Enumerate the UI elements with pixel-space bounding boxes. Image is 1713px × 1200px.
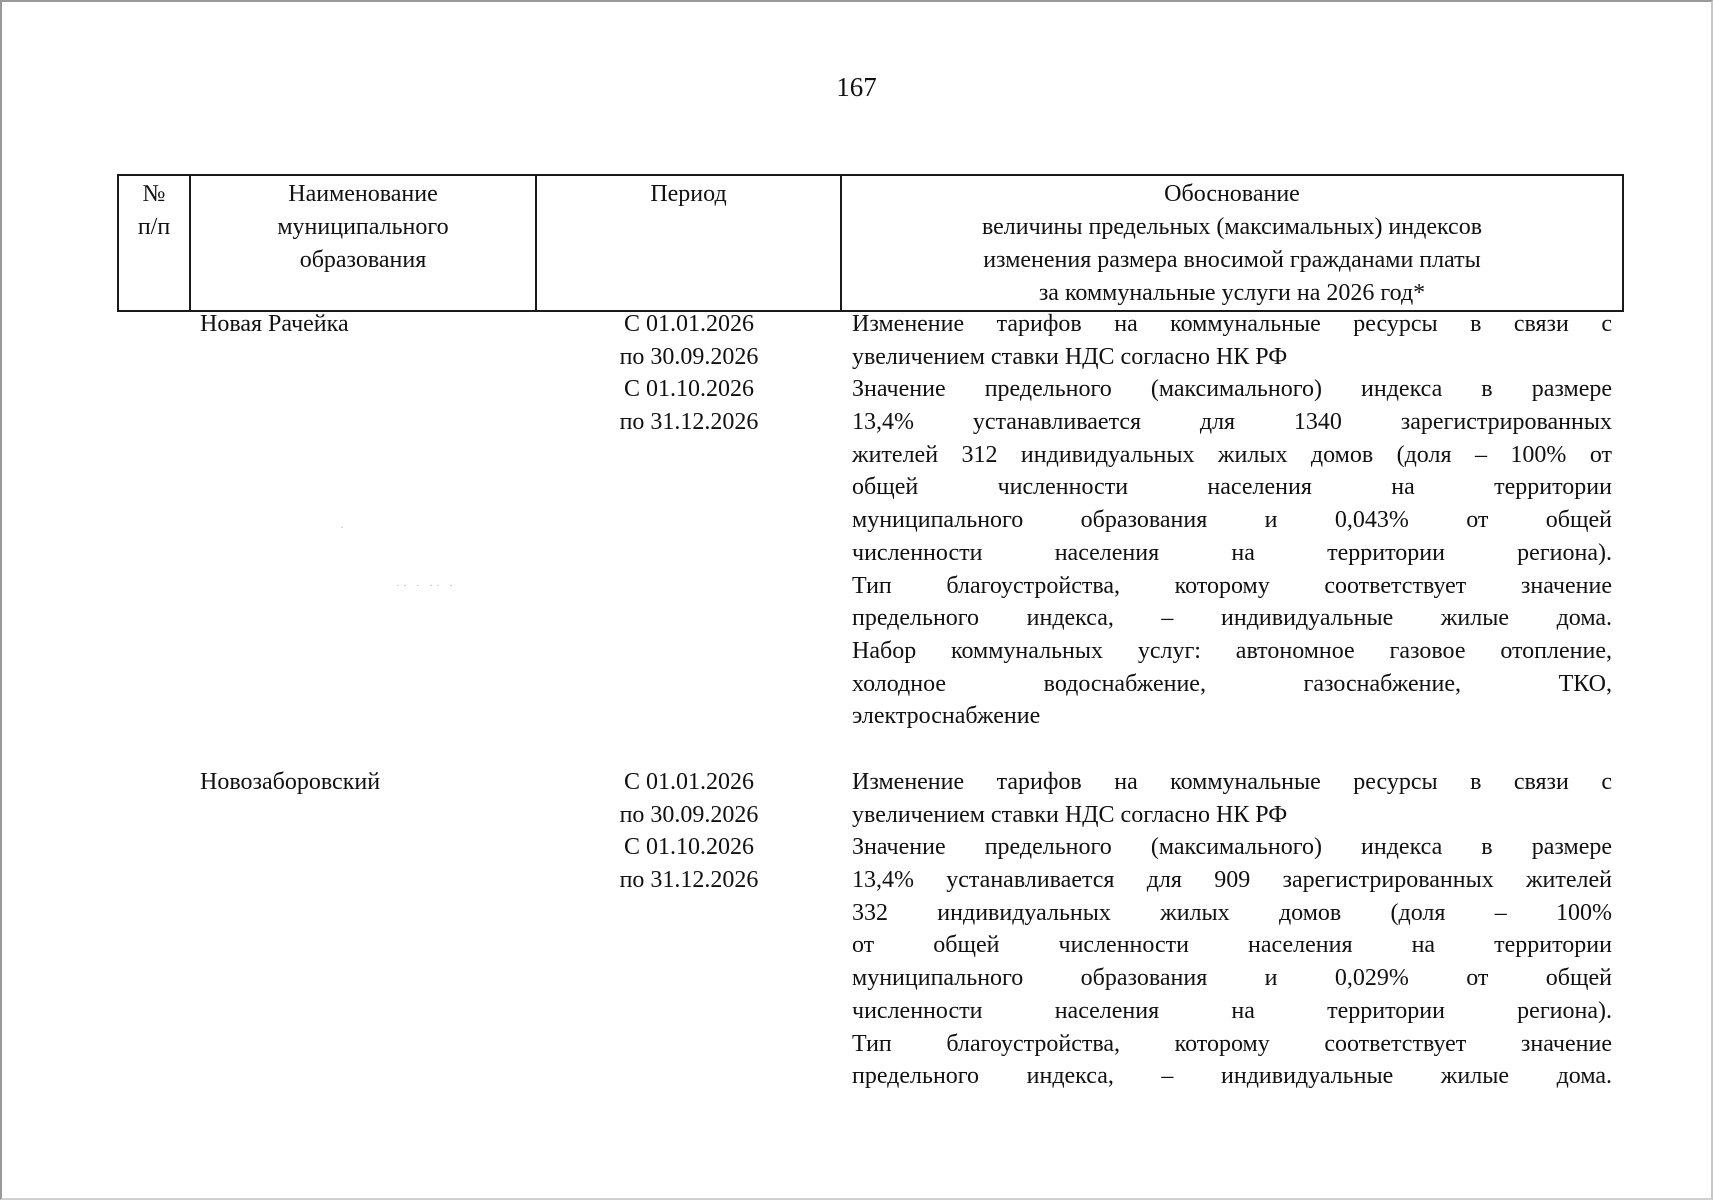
period-line: С 01.01.2026 — [623, 311, 754, 337]
period-line: С 01.10.2026 — [623, 376, 754, 403]
period-line: С 01.01.2026 — [623, 769, 754, 795]
justification-line: Изменение тарифов на коммунальные ресурсы в связи с — [852, 311, 1612, 337]
justification-line: предельного индекса, – индивидуальные жилые дома. — [852, 605, 1612, 632]
justification-line: муниципального образования и 0,029% от общей — [852, 965, 1612, 992]
table-header — [117, 174, 1624, 312]
header-col-justification: Обоснование величины предельных (максимальных) индексов изменения размера вносимой гражданами платы за коммунальные услуги на 2026 год* — [841, 175, 1623, 311]
justification-line: от общей численности населения на территории — [852, 932, 1612, 959]
justification-line: общей численности населения на территории — [852, 474, 1612, 501]
justification-line: увеличением ставки НДС согласно НК РФ — [852, 801, 1288, 828]
justification-line: увеличением ставки НДС согласно НК РФ — [852, 343, 1288, 370]
row-1-period — [578, 308, 800, 439]
justification-line: Тип благоустройства, которому соответствует значение — [852, 1030, 1612, 1057]
scan-speck: · — [340, 520, 347, 534]
period-line: по 30.09.2026 — [619, 801, 759, 828]
justification-line: Изменение тарифов на коммунальные ресурсы в связи с — [852, 769, 1612, 795]
justification-line: электроснабжение — [852, 703, 1041, 730]
justification-line: численности населения на территории региона). — [852, 997, 1612, 1024]
justification-line: предельного индекса, – индивидуальные жилые дома. — [852, 1063, 1612, 1090]
row-1-justification — [852, 308, 1612, 733]
justification-line: жителей 312 индивидуальных жилых домов (доля – 100% от — [852, 441, 1612, 468]
period-line: по 30.09.2026 — [619, 343, 759, 370]
page-number: 167 — [836, 72, 877, 102]
header-col-municipality: Наименование муниципального образования — [190, 175, 536, 311]
period-line: по 31.12.2026 — [619, 409, 759, 436]
justification-line: холодное водоснабжение, газоснабжение, ТКО, — [852, 670, 1612, 697]
scan-speck: ·· · ·· · — [396, 578, 456, 592]
justification-line: численности населения на территории региона). — [852, 539, 1612, 566]
row-2-period — [578, 766, 800, 897]
justification-line: Тип благоустройства, которому соответствует значение — [852, 572, 1612, 599]
row-2-municipality-name: Новозаборовский — [200, 769, 381, 795]
row-2-justification — [852, 766, 1612, 1093]
period-line: по 31.12.2026 — [619, 867, 759, 894]
justification-line: 13,4% устанавливается для 909 зарегистрированных жителей — [852, 867, 1612, 894]
justification-line: 332 индивидуальных жилых домов (доля – 100% — [852, 899, 1612, 926]
period-line: С 01.10.2026 — [623, 834, 754, 861]
header-col-number: № п/п — [118, 175, 190, 311]
justification-line: Значение предельного (максимального) индекса в размере — [852, 376, 1612, 403]
header-col-period: Период — [536, 175, 841, 311]
justification-line: муниципального образования и 0,043% от общей — [852, 507, 1612, 534]
justification-line: 13,4% устанавливается для 1340 зарегистрированных — [852, 409, 1612, 436]
row-1-municipality-name: Новая Рачейка — [200, 311, 349, 337]
justification-line: Набор коммунальных услуг: автономное газовое отопление, — [852, 637, 1612, 664]
justification-line: Значение предельного (максимального) индекса в размере — [852, 834, 1612, 861]
